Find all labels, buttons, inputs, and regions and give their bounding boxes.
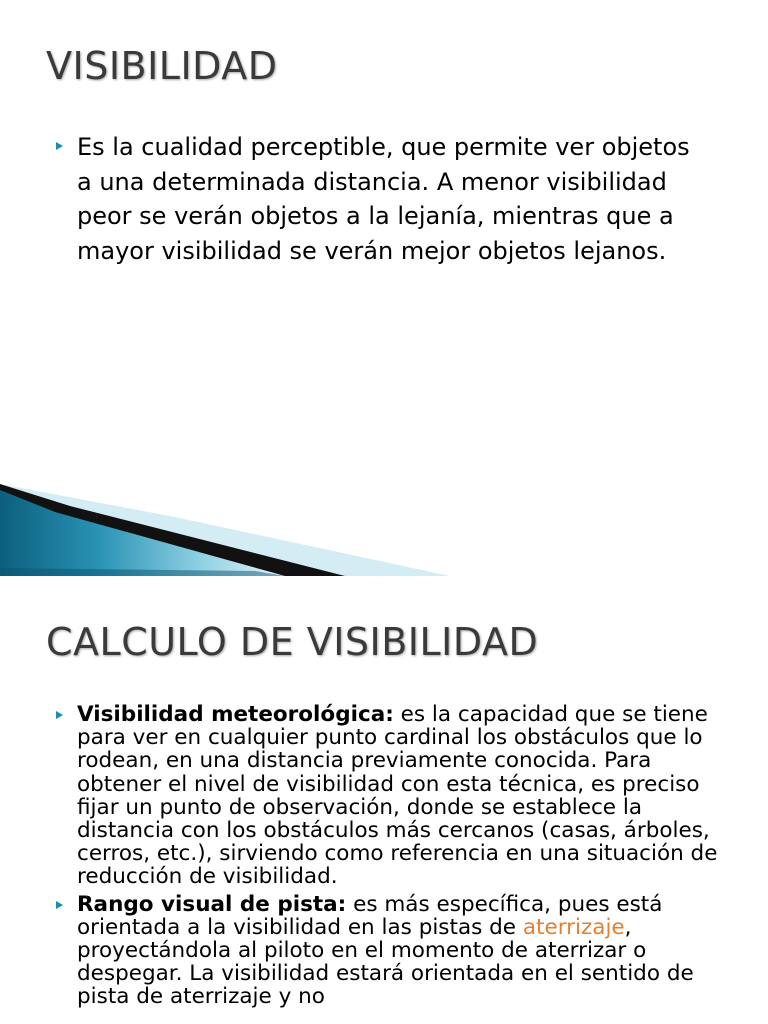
slide-title: CALCULO DE VISIBILIDAD: [46, 620, 539, 664]
bullet-text: es más específica, pues está orientada a la visibilidad en las pistas de: [77, 891, 663, 940]
decorative-swoosh: [0, 476, 768, 576]
bullet-text: Es la cualidad perceptible, que permite ver objetos a una determinada distancia. A menor visibilidad peor se verán objetos a la lejanía, mientras que a mayor visibilidad se verán mejor objetos lejanos.: [77, 133, 690, 265]
bullet-list: [56, 703, 718, 1013]
bullet-item: [56, 893, 718, 1009]
bullet-item: [56, 703, 718, 889]
slide-calculo-visibilidad: [0, 576, 768, 1024]
bullet-text: es la capacidad que se tiene para ver en cualquier punto cardinal los obstáculos que lo rodean, en una distancia previamente conocida. Para obtener el nivel de visibilidad con esta técnica, es preciso fijar un punto de observación, donde se establece la distancia con los obstáculos más cercanos (casas, árboles, cerros, etc.), sirviendo como referencia en una situación de reducción de visibilidad.: [77, 702, 718, 890]
bullet-text: , proyectándola al piloto en el momento de aterrizar o despegar. La visibilidad estará orientada en el sentido de pista de aterrizaje y no: [77, 914, 694, 1010]
bullet-term: Visibilidad meteorológica:: [77, 702, 394, 727]
triangle-bullet-icon: [56, 711, 63, 719]
slide-title: VISIBILIDAD: [46, 44, 278, 88]
bullet-term: Rango visual de pista:: [77, 891, 347, 917]
triangle-bullet-icon: [56, 142, 63, 150]
bullet-list: [56, 130, 708, 268]
triangle-bullet-icon: [56, 901, 63, 909]
aterrizaje-link[interactable]: aterrizaje: [522, 914, 625, 940]
bullet-item: [56, 130, 708, 268]
